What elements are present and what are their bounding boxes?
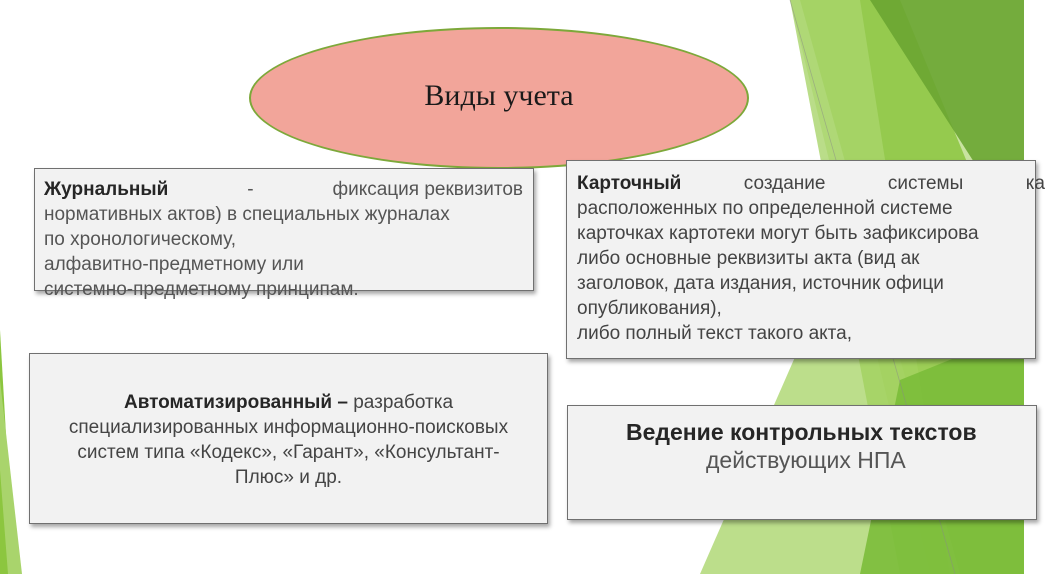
automated-line: Плюс» и др.	[234, 467, 343, 488]
control-subtitle: действующих НПА	[706, 447, 906, 473]
card-line: либо полный текст такого акта,	[577, 323, 852, 344]
journal-box	[34, 168, 534, 300]
card-box	[566, 160, 1045, 359]
card-line: карточках картотеки могут быть зафиксирова	[577, 223, 979, 244]
journal-line: по хронологическому,	[44, 229, 237, 250]
card-heading: Карточный	[577, 173, 682, 194]
title-oval	[249, 27, 749, 169]
automated-line: систем типа «Кодекс», «Гарант», «Консультант-	[77, 442, 500, 463]
card-word: ка	[1025, 173, 1045, 194]
journal-heading: Журнальный	[44, 179, 169, 200]
automated-line-1	[30, 390, 547, 415]
control-texts-box	[567, 405, 1037, 520]
automated-heading: Автоматизированный –	[123, 392, 348, 413]
journal-line: системно-предметному принципам.	[44, 279, 359, 300]
control-heading: Ведение контрольных текстов	[626, 419, 977, 445]
card-word: системы	[887, 173, 964, 194]
journal-line: нормативных актов) в специальных журналах	[44, 204, 450, 225]
card-line: расположенных по определенной системе	[577, 198, 953, 219]
card-line: либо основные реквизиты акта (вид ак	[577, 248, 920, 269]
card-line-1	[577, 171, 1045, 196]
card-word: создание	[743, 173, 826, 194]
journal-line-1	[44, 177, 523, 202]
card-line: заголовок, дата издания, источник офици	[577, 273, 944, 294]
card-line: опубликования),	[577, 298, 722, 319]
journal-line: алфавитно-предметному или	[44, 254, 304, 275]
journal-dash: -	[247, 179, 254, 200]
slide-title: Виды учета	[424, 79, 574, 112]
automated-text: разработка	[347, 392, 454, 413]
automated-line: специализированных информационно-поисковых	[68, 417, 509, 438]
automated-box	[29, 353, 548, 524]
journal-text-line1: фиксация реквизитов	[332, 179, 523, 200]
